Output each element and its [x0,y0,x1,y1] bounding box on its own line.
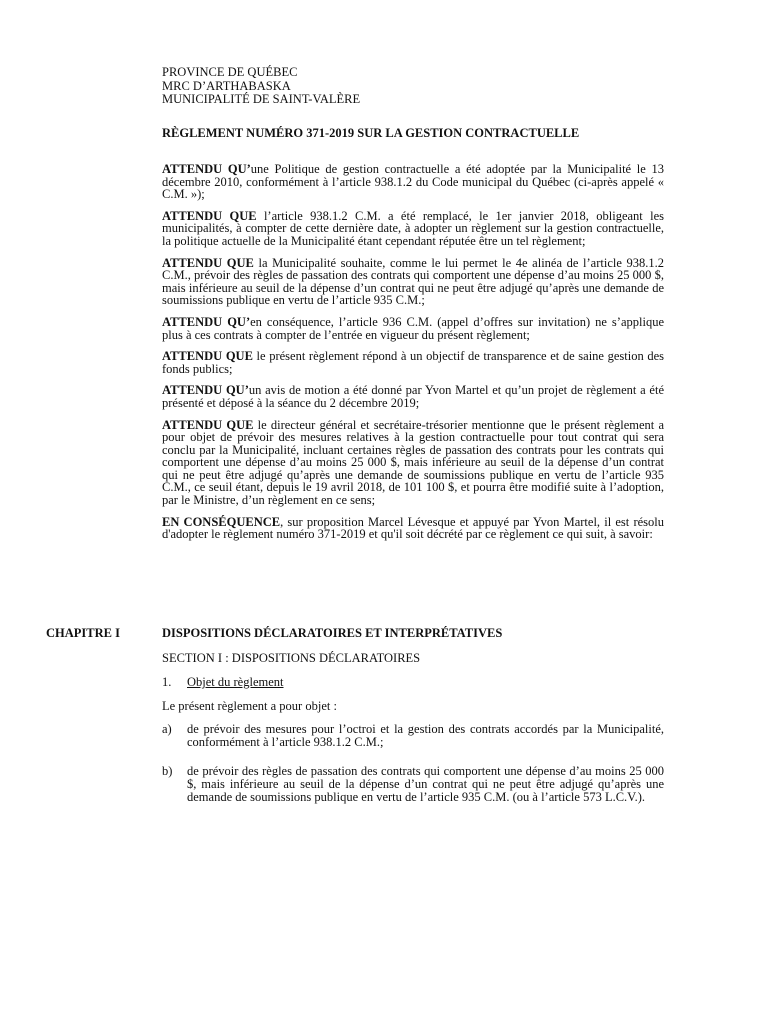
paragraph-lead: ATTENDU QU’ [162,383,249,398]
preamble-paragraph [162,350,664,375]
paragraph-text: , sur proposition Marcel Lévesque et appuyé par Yvon Martel, il est résolu d'adopter le règlement numéro 371-2019 et qu'il soit décrété par ce règlement ce qui suit, à savoir: [162,514,664,542]
paragraph-lead: ATTENDU QUE [162,255,254,270]
paragraph-lead: ATTENDU QUE [162,349,253,364]
preamble-paragraph [162,419,664,507]
list-item-text: de prévoir des règles de passation des contrats qui comportent une dépense d’au moins 25 000 $, mais inférieure au seuil de la dépense d’un contrat qui ne peut être adjugé qu’après une demande de soumissions publique en vertu de l’article 935 C.M. (ou à l’article 573 L.C.V.). [187,764,664,805]
paragraph-lead: ATTENDU QUE [162,208,257,223]
list-item-text: de prévoir des mesures pour l’octroi et la gestion des contrats accordés par la Municipalité, conformément à l’article 938.1.2 C.M.; [187,722,664,750]
header-province: PROVINCE DE QUÉBEC [162,65,298,79]
paragraph-text: le présent règlement répond à un objectif de transparence et de saine gestion des fonds publics; [162,349,664,376]
paragraph-text: l’article 938.1.2 C.M. a été remplacé, le 1er janvier 2018, obligeant les municipalités, à compter de cette dernière date, à adopter un règlement sur la gestion contractuelle, la politique actuelle de la Municipalité étant cependant réputée être un tel règlement; [162,208,664,248]
paragraph-lead: ATTENDU QU’ [162,314,251,329]
section-heading: SECTION I : DISPOSITIONS DÉCLARATOIRES [162,651,421,665]
paragraph-text: un avis de motion a été donné par Yvon Martel et qu’un projet de règlement a été présenté et déposé à la séance du 2 décembre 2019; [162,383,664,410]
chapter-number: CHAPITRE I [46,626,120,640]
preamble-paragraph [162,210,664,248]
article-heading [162,675,284,690]
paragraph-text: une Politique de gestion contractuelle a été adoptée par la Municipalité le 13 décembre 2010, conformément à l’article 938.1.2 du Code municipal du Québec (ci-après appelé « C.M. »); [162,162,664,202]
preamble [162,163,664,550]
resolution-paragraph [162,516,664,541]
document-title: RÈGLEMENT NUMÉRO 371-2019 SUR LA GESTION CONTRACTUELLE [162,126,580,140]
header-municipality: MUNICIPALITÉ DE SAINT-VALÈRE [162,92,361,106]
list-item [162,723,664,749]
article-number: 1. [162,675,172,689]
list-item-label: b) [162,764,173,778]
document-header [162,66,360,107]
list-item [162,765,664,805]
article-intro: Le présent règlement a pour objet : [162,699,337,713]
preamble-paragraph [162,163,664,201]
paragraph-text: en conséquence, l’article 936 C.M. (appel d’offres sur invitation) ne s’applique plus à ces contrats à compter de l’entrée en vigueur du présent règlement; [162,314,664,342]
paragraph-lead: EN CONSÉQUENCE [162,514,281,529]
preamble-paragraph [162,257,664,307]
paragraph-lead: ATTENDU QUE [162,417,254,432]
paragraph-text: la Municipalité souhaite, comme le lui permet le 4e alinéa de l’article 938.1.2 C.M., prévoir des règles de passation des contrats qui comportent une dépense d’au moins 25 000 $, mais inférieure au seuil de la dépense d’un contrat qui ne peut être adjugé qu’après une demande de soumissions publique en vertu de l’article 935 C.M.; [162,255,664,308]
preamble-paragraph [162,384,664,409]
preamble-paragraph [162,316,664,341]
article-title: Objet du règlement [187,675,284,689]
paragraph-lead: ATTENDU QU’ [162,162,251,176]
header-mrc: MRC D’ARTHABASKA [162,78,291,93]
paragraph-text: le directeur général et secrétaire-trésorier mentionne que le présent règlement a pour objet de prévoir des mesures relatives à la gestion contractuelle pour tout contrat qui sera conclu par la Municipalité, incluant certaines règles de passation des contrats pour les contrats qui comportent une dépense d’au moins 25 000 $, mais inférieure au seuil de la dépense d’un contrat qui ne peut être adjugé qu’après une demande de soumissions publique en vertu de l’article 935 C.M., ce seuil étant, depuis le 19 avril 2018, de 101 100 $, et pourra être modifié suite à l’adoption, par le Ministre, d’un règlement en ce sens; [162,417,665,508]
chapter-title: DISPOSITIONS DÉCLARATOIRES ET INTERPRÉTATIVES [162,626,503,640]
list-item-label: a) [162,722,172,736]
